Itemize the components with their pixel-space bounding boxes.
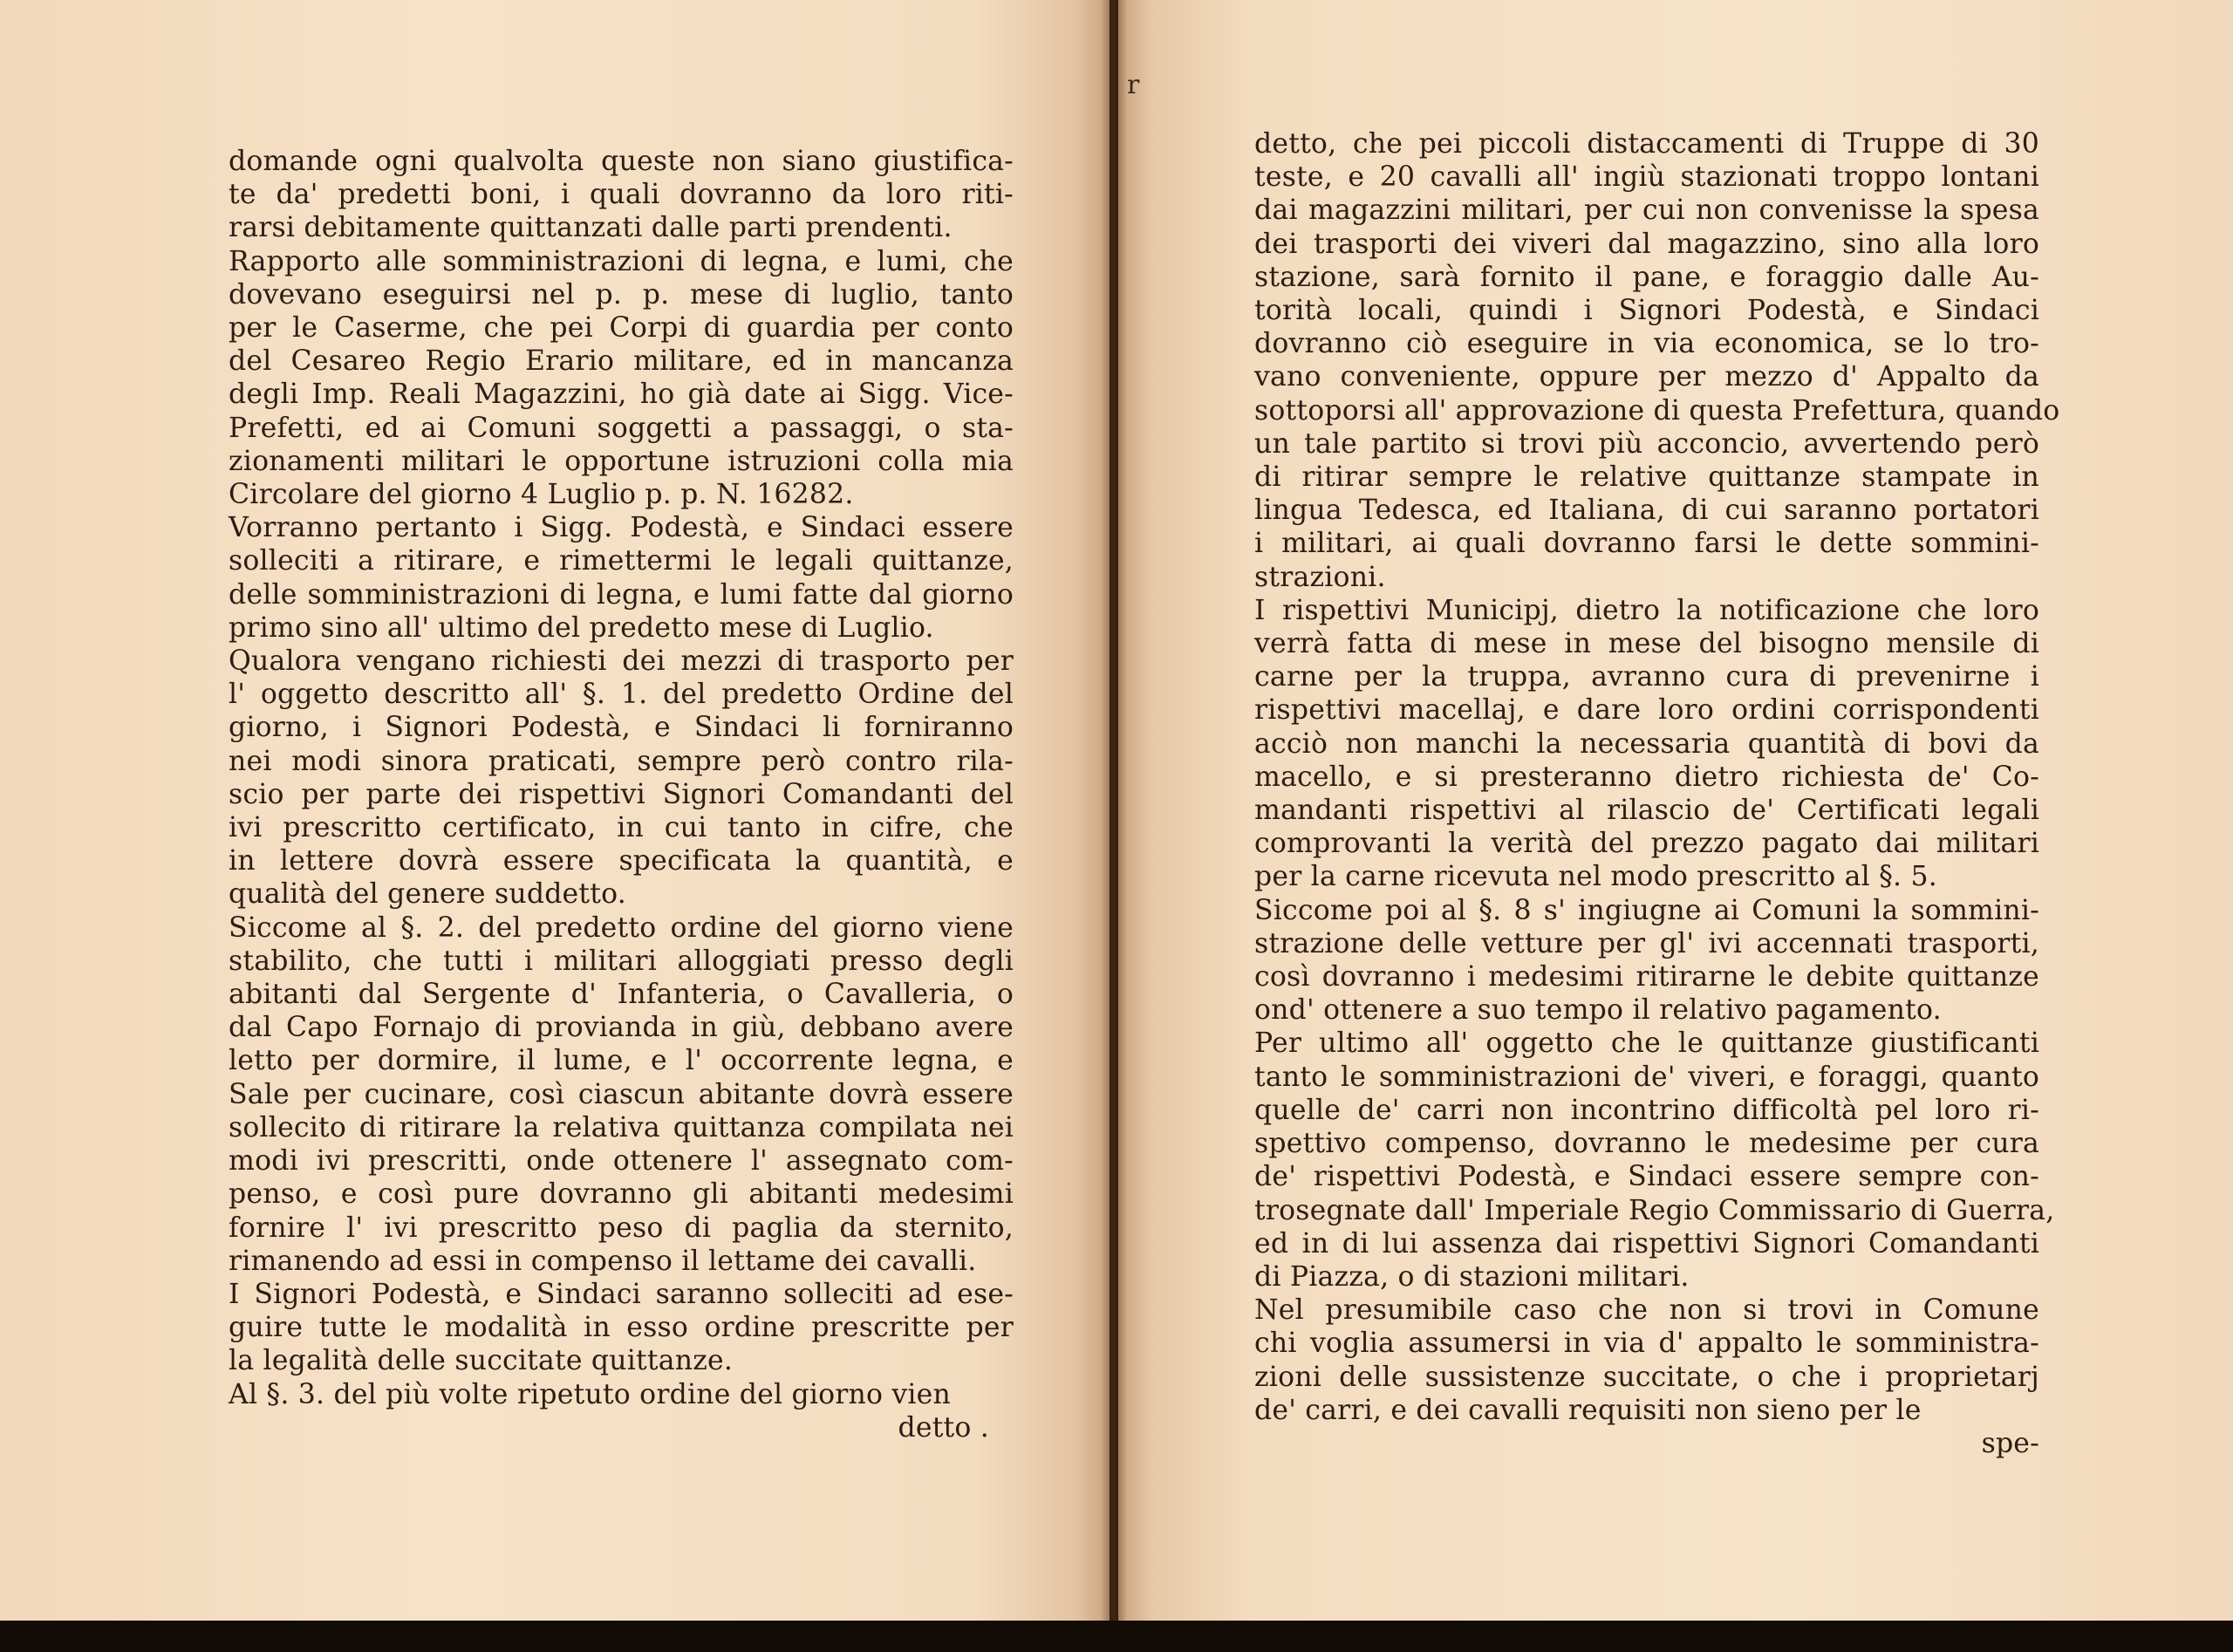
text-line: te da' predetti boni, i quali dovranno da loro riti-: [229, 179, 1014, 211]
paragraph: [1254, 894, 2039, 1027]
page-bottom-edge: [0, 1621, 2233, 1652]
text-line: Qualora vengano richiesti dei mezzi di trasporto per: [229, 645, 1014, 678]
text-line: delle somministrazioni di legna, e lumi fatte dal giorno: [229, 578, 1014, 611]
text-line: zioni delle sussistenze succitate, o che i proprietarj: [1254, 1361, 2039, 1393]
paragraph: [229, 245, 1014, 512]
text-line: teste, e 20 cavalli all' ingiù stazionati troppo lontani: [1254, 161, 2039, 194]
text-line: spettivo compenso, dovranno le medesime per cura: [1254, 1128, 2039, 1160]
text-line: ed in di lui assenza dai rispettivi Signori Comandanti: [1254, 1227, 2039, 1259]
paragraph: [1254, 127, 2060, 594]
top-mark: r: [1127, 70, 1140, 100]
text-line: strazioni.: [1254, 561, 1386, 593]
paragraph: [229, 1378, 1014, 1411]
text-line: quelle de' carri non incontrino difficoltà pel loro ri-: [1254, 1094, 2039, 1126]
text-line: domande ogni qualvolta queste non siano giustifica-: [229, 146, 1014, 177]
text-line: sollecito di ritirare la relativa quittanza compilata nei: [229, 1111, 1014, 1143]
catchword: detto .: [898, 1411, 989, 1444]
text-line: per la carne ricevuta nel modo prescritto al §. 5.: [1254, 861, 1937, 893]
paragraph: [1254, 1294, 2039, 1427]
text-line: fornire l' ivi prescritto peso di paglia da sternito,: [229, 1212, 1014, 1244]
text-line: detto, che pei piccoli distaccamenti di Truppe di 30: [1254, 128, 2039, 160]
text-line: zionamenti militari le opportune istruzioni colla mia: [229, 445, 1014, 477]
paragraph: [229, 645, 1014, 911]
text-line: così dovranno i medesimi ritirarne le debite quittanze: [1254, 961, 2039, 993]
text-line: Vorranno pertanto i Sigg. Podestà, e Sindaci essere: [229, 512, 1014, 544]
text-line: comprovanti la verità del prezzo pagato dai militari: [1254, 828, 2039, 860]
text-line: abitanti dal Sergente d' Infanteria, o Cavalleria, o: [229, 979, 1014, 1011]
text-line: lingua Tedesca, ed Italiana, di cui saranno portatori: [1254, 495, 2039, 527]
text-line: degli Imp. Reali Magazzini, ho già date ai Sigg. Vice-: [229, 379, 1014, 411]
text-line: scio per parte dei rispettivi Signori Comandanti del: [229, 778, 1014, 810]
book-gutter: [1101, 0, 1127, 1628]
text-line: chi voglia assumersi in via d' appalto le somministra-: [1254, 1328, 2039, 1360]
left-page-text: [229, 145, 1014, 1444]
catchword: spe-: [1981, 1427, 2039, 1459]
text-line: I Signori Podestà, e Sindaci saranno solleciti ad ese-: [229, 1278, 1014, 1310]
text-line: rimanendo ad essi in compenso il lettame dei cavalli.: [229, 1245, 977, 1277]
text-line: de' rispettivi Podestà, e Sindaci essere sempre con-: [1254, 1161, 2039, 1193]
text-line: Rapporto alle somministrazioni di legna, e lumi, che: [229, 245, 1014, 277]
left-page: [0, 0, 1110, 1628]
text-line: dovevano eseguirsi nel p. p. mese di luglio, tanto: [229, 278, 1014, 311]
text-line: dai magazzini militari, per cui non convenisse la spesa: [1254, 195, 2039, 227]
paragraph: [229, 145, 1014, 245]
text-line: penso, e così pure dovranno gli abitanti medesimi: [229, 1178, 1014, 1211]
text-line: de' carri, e dei cavalli requisiti non sieno per le: [1254, 1394, 1922, 1426]
paragraph: [1254, 1027, 2055, 1294]
text-line: verrà fatta di mese in mese del bisogno mensile di: [1254, 628, 2039, 660]
text-line: rispettivi macellaj, e dare loro ordini corrispondenti: [1254, 694, 2039, 727]
text-line: dovranno ciò eseguire in via economica, se lo tro-: [1254, 328, 2039, 360]
text-line: letto per dormire, il lume, e l' occorrente legna, e: [229, 1045, 1014, 1077]
text-line: trosegnate dall' Imperiale Regio Commissario di Guerra,: [1254, 1194, 2055, 1226]
text-line: Al §. 3. del più volte ripetuto ordine del giorno vien: [229, 1378, 952, 1410]
text-line: l' oggetto descritto all' §. 1. del predetto Ordine del: [229, 679, 1014, 711]
text-line: dei trasporti dei viveri dal magazzino, sino alla loro: [1254, 228, 2039, 260]
text-line: macello, e si presteranno dietro richiesta de' Co-: [1254, 761, 2039, 793]
text-line: rarsi debitamente quittanzati dalle parti prendenti.: [229, 212, 953, 244]
text-line: carne per la truppa, avranno cura di prevenirne i: [1254, 661, 2039, 693]
text-line: Circolare del giorno 4 Luglio p. p. N. 16282.: [229, 479, 854, 511]
text-line: acciò non manchi la necessaria quantità di bovi da: [1254, 727, 2039, 760]
text-line: stabilito, che tutti i militari alloggiati presso degli: [229, 945, 1014, 977]
text-line: Sale per cucinare, così ciascun abitante dovrà essere: [229, 1078, 1014, 1110]
text-line: Siccome al §. 2. del predetto ordine del giorno viene: [229, 911, 1014, 944]
text-line: solleciti a ritirare, e rimettermi le legali quittanze,: [229, 545, 1014, 577]
text-line: ond' ottenere a suo tempo il relativo pagamento.: [1254, 994, 1942, 1027]
text-line: giorno, i Signori Podestà, e Sindaci li forniranno: [229, 712, 1014, 744]
text-line: primo sino all' ultimo del predetto mese di Luglio.: [229, 611, 934, 644]
text-line: stazione, sarà fornito il pane, e foraggio dalle Au-: [1254, 261, 2039, 293]
right-page: [1118, 0, 2233, 1628]
text-line: dal Capo Fornajo di provianda in giù, debbano avere: [229, 1012, 1014, 1044]
text-line: per le Caserme, che pei Corpi di guardia per conto: [229, 312, 1014, 345]
text-line: mandanti rispettivi al rilascio de' Certificati legali: [1254, 795, 2039, 827]
text-line: Per ultimo all' oggetto che le quittanze giustificanti: [1254, 1027, 2039, 1060]
text-line: vano conveniente, oppure per mezzo d' Appalto da: [1254, 361, 2039, 393]
text-line: Siccome poi al §. 8 s' ingiugne ai Comuni la sommini-: [1254, 894, 2039, 926]
paragraph: [229, 911, 1014, 1278]
text-line: di Piazza, o di stazioni militari.: [1254, 1260, 1690, 1293]
text-line: i militari, ai quali dovranno farsi le dette sommini-: [1254, 528, 2039, 560]
right-page-text: [1254, 127, 2060, 1460]
text-line: un tale partito si trovi più acconcio, avvertendo però: [1254, 427, 2039, 460]
text-line: torità locali, quindi i Signori Podestà, e Sindaci: [1254, 295, 2039, 327]
text-line: qualità del genere suddetto.: [229, 878, 626, 911]
text-line: modi ivi prescritti, onde ottenere l' assegnato com-: [229, 1145, 1014, 1178]
text-line: tanto le somministrazioni de' viveri, e foraggi, quanto: [1254, 1061, 2039, 1093]
text-line: nei modi sinora praticati, sempre però contro rila-: [229, 745, 1014, 777]
text-line: strazione delle vetture per gl' ivi accennati trasporti,: [1254, 927, 2039, 959]
paragraph: [229, 1278, 1014, 1378]
paragraph: [1254, 594, 2039, 894]
paragraph: [229, 511, 1014, 645]
text-line: sottoporsi all' approvazione di questa Prefettura, quando: [1254, 394, 2060, 427]
text-line: ivi prescritto certificato, in cui tanto in cifre, che: [229, 812, 1014, 844]
text-line: guire tutte le modalità in esso ordine prescritte per: [229, 1312, 1014, 1344]
text-line: del Cesareo Regio Erario militare, ed in mancanza: [229, 345, 1014, 378]
text-line: I rispettivi Municipj, dietro la notificazione che loro: [1254, 594, 2039, 626]
text-line: in lettere dovrà essere specificata la quantità, e: [229, 845, 1014, 877]
text-line: la legalità delle succitate quittanze.: [229, 1345, 734, 1377]
text-line: di ritirar sempre le relative quittanze stampate in: [1254, 461, 2039, 494]
text-line: Prefetti, ed ai Comuni soggetti a passaggi, o sta-: [229, 412, 1014, 444]
text-line: Nel presumibile caso che non si trovi in Comune: [1254, 1294, 2039, 1327]
